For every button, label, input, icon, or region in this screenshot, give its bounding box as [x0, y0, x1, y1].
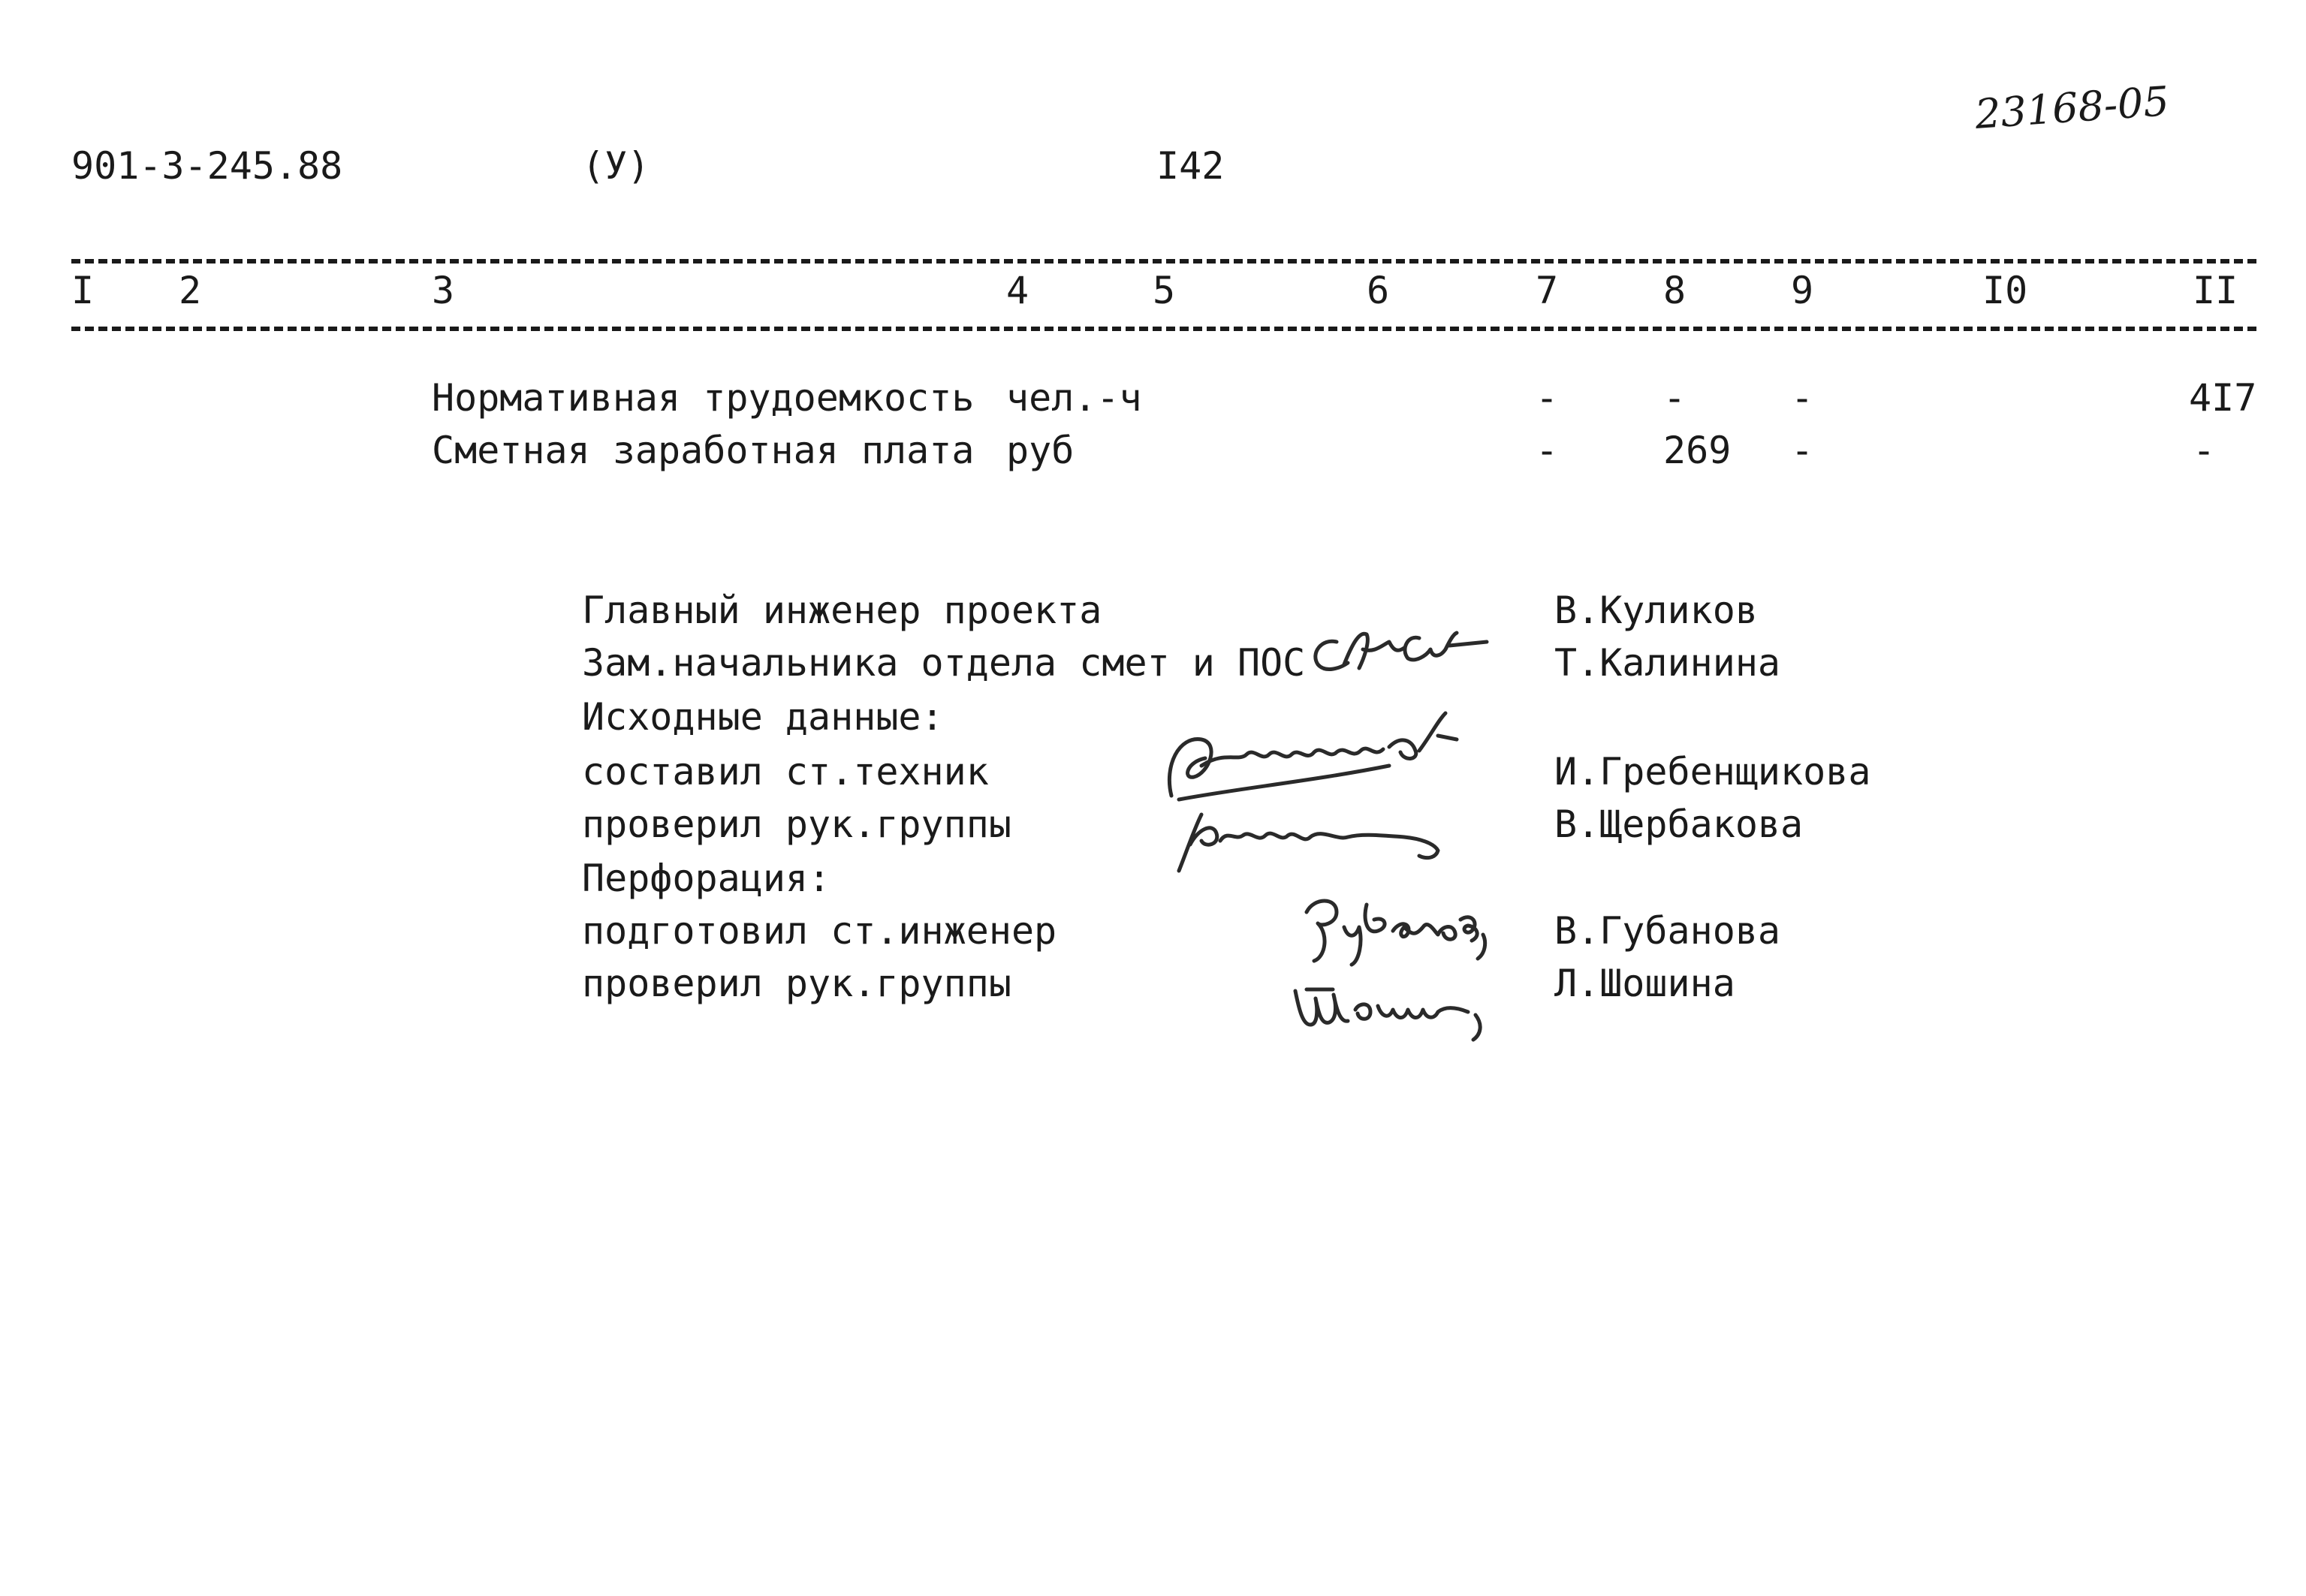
- signature-role: составил ст.техник: [582, 750, 989, 793]
- col-header-11: II: [2193, 269, 2238, 312]
- doc-variant: (У): [582, 144, 650, 188]
- row-col8: -: [1663, 376, 1687, 420]
- col-header-6: 6: [1367, 269, 1390, 312]
- signature-person: Л.Шошина: [1554, 962, 1735, 1005]
- signature-role: проверил рук.группы: [582, 803, 1011, 846]
- signature-role: Зам.начальника отдела смет и ПОС: [582, 641, 1306, 685]
- col-header-2: 2: [179, 269, 202, 312]
- doc-code: 901-3-245.88: [71, 144, 343, 188]
- signature-kalinina: [1307, 619, 1494, 687]
- signature-shoshina: [1277, 968, 1517, 1043]
- table-top-rule: [71, 259, 2256, 263]
- signature-person: И.Гребенщикова: [1554, 750, 1871, 793]
- signature-person: Т.Калинина: [1554, 641, 1781, 685]
- signature-role: Главный инженер проекта: [582, 589, 1102, 632]
- col-header-1: I: [71, 269, 95, 312]
- signature-role: проверил рук.группы: [582, 962, 1011, 1005]
- row-col11: 4I7: [2189, 376, 2257, 420]
- section-heading: Исходные данные:: [582, 695, 944, 739]
- row-name: Нормативная трудоемкость: [432, 376, 975, 420]
- section-heading: Перфорация:: [582, 857, 831, 900]
- col-header-10: I0: [1982, 269, 2028, 312]
- col-header-3: 3: [432, 269, 455, 312]
- page-number: I42: [1156, 144, 1225, 188]
- col-header-4: 4: [1006, 269, 1029, 312]
- row-col7: -: [1536, 376, 1559, 420]
- row-name: Сметная заработная плата: [432, 429, 975, 472]
- col-header-5: 5: [1153, 269, 1176, 312]
- row-unit: чел.-ч: [1006, 376, 1142, 420]
- signature-person: В.Щербакова: [1554, 803, 1804, 846]
- signature-shcherbakova: [1156, 800, 1472, 882]
- row-unit: руб: [1006, 429, 1075, 472]
- row-col9: -: [1791, 429, 1814, 472]
- row-col7: -: [1536, 429, 1559, 472]
- col-header-9: 9: [1791, 269, 1814, 312]
- row-col11: -: [2193, 429, 2216, 472]
- signature-role: подготовил ст.инженер: [582, 909, 1057, 953]
- col-header-7: 7: [1536, 269, 1559, 312]
- archive-number-note: 23168-05: [1973, 77, 2171, 138]
- col-header-8: 8: [1663, 269, 1687, 312]
- row-col9: -: [1791, 376, 1814, 420]
- signature-person: В.Куликов: [1554, 589, 1758, 632]
- row-col8: 269: [1663, 429, 1732, 472]
- signature-gubanova: [1284, 890, 1524, 972]
- table-header-rule: [71, 327, 2256, 331]
- signature-grebenshchikova: [1149, 706, 1509, 811]
- signature-person: В.Губанова: [1554, 909, 1781, 953]
